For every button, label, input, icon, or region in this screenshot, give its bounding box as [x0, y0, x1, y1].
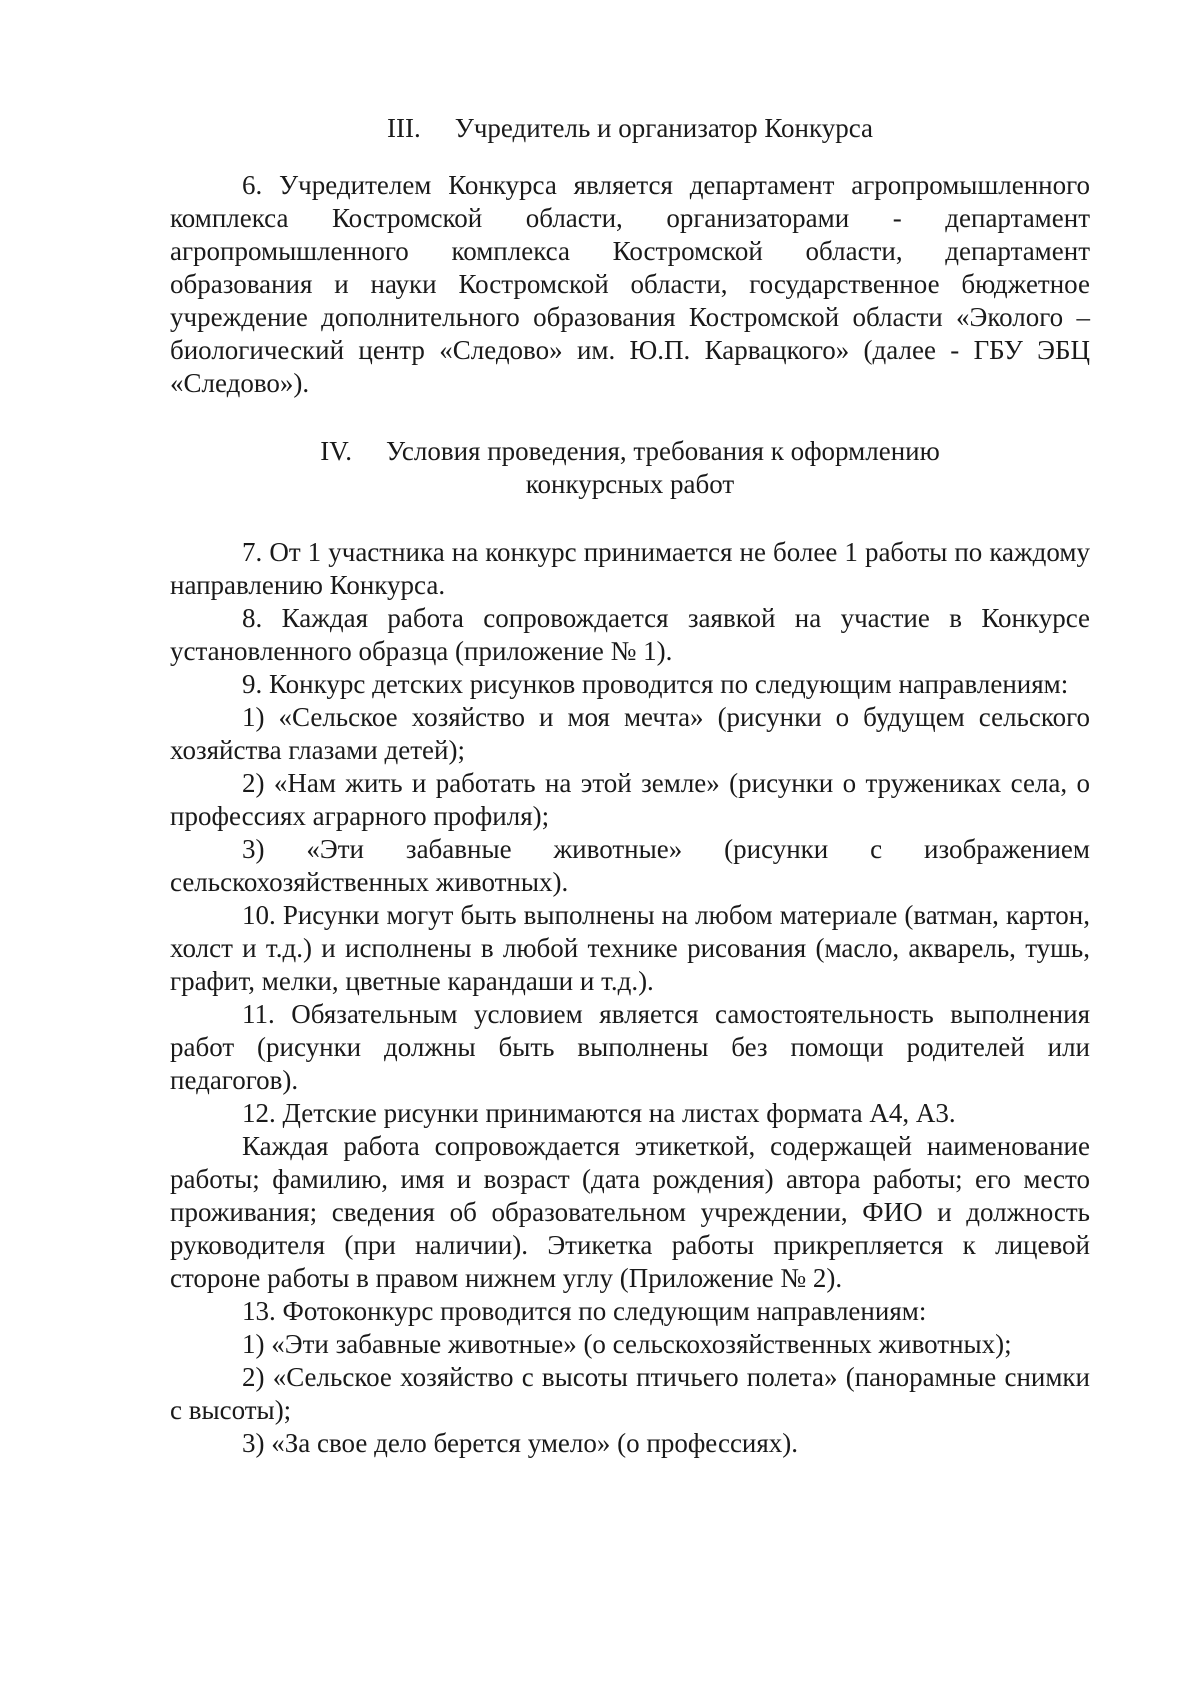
section-3-heading — [170, 112, 1090, 145]
paragraph-9-item-2: 2) «Нам жить и работать на этой земле» (рисунки о тружениках села, о профессиях аграрного профиля); — [170, 768, 1090, 831]
paragraph-12-label: Каждая работа сопровождается этикеткой, содержащей наименование работы; фамилию, имя и возраст (дата рождения) автора работы; его место проживания; сведения об образовательном учреждении, ФИО и должность руководителя (при наличии). Этикетка работы прикрепляется к лицевой стороне работы в правом нижнем углу (Приложение № 2). — [170, 1131, 1090, 1293]
paragraph-11: 11. Обязательным условием является самостоятельность выполнения работ (рисунки должны быть выполнены без помощи родителей или педагогов). — [170, 999, 1090, 1095]
paragraph-13-item-3: 3) «За свое дело берется умело» (о профессиях). — [242, 1428, 799, 1458]
paragraph-13: 13. Фотоконкурс проводится по следующим направлениям: — [242, 1296, 927, 1326]
paragraph-7: 7. От 1 участника на конкурс принимается не более 1 работы по каждому направлению Конкурса. — [170, 537, 1090, 600]
paragraph-13-item-1: 1) «Эти забавные животные» (о сельскохозяйственных животных); — [242, 1329, 1012, 1359]
paragraph-9-item-1: 1) «Сельское хозяйство и моя мечта» (рисунки о будущем сельского хозяйства глазами детей); — [170, 702, 1090, 765]
paragraph-9: 9. Конкурс детских рисунков проводится по следующим направлениям: — [242, 669, 1069, 699]
paragraph-9-item-3: 3) «Эти забавные животные» (рисунки с изображением сельскохозяйственных животных). — [170, 834, 1090, 897]
section-4-title-line1: Условия проведения, требования к оформлению — [386, 436, 940, 466]
paragraph-10: 10. Рисунки могут быть выполнены на любом материале (ватман, картон, холст и т.д.) и исполнены в любой технике рисования (масло, акварель, тушь, графит, мелки, цветные карандаши и т.д.). — [170, 900, 1090, 996]
paragraph-13-item-2: 2) «Сельское хозяйство с высоты птичьего полета» (панорамные снимки с высоты); — [170, 1362, 1090, 1425]
section-4-heading — [170, 435, 1090, 501]
paragraph-12: 12. Детские рисунки принимаются на листах формата А4, А3. — [242, 1098, 956, 1128]
paragraph-8: 8. Каждая работа сопровождается заявкой на участие в Конкурсе установленного образца (приложение № 1). — [170, 603, 1090, 666]
paragraph-6: 6. Учредителем Конкурса является департамент агропромышленного комплекса Костромской области, организаторами - департамент агропромышленного комплекса Костромской области, департамент образования и науки Костромской области, государственное бюджетное учреждение дополнительного образования Костромской области «Эколого – биологический центр «Следово» им. Ю.П. Карвацкого» (далее - ГБУ ЭБЦ «Следово»). — [170, 170, 1090, 398]
document-page — [170, 112, 1090, 1460]
section-4-title-line2: конкурсных работ — [525, 469, 735, 499]
section-4-paragraphs — [170, 536, 1090, 1460]
section-3-title: Учредитель и организатор Конкурса — [454, 113, 873, 143]
section-3-number: III. — [386, 113, 421, 143]
section-4-number: IV. — [320, 436, 352, 466]
